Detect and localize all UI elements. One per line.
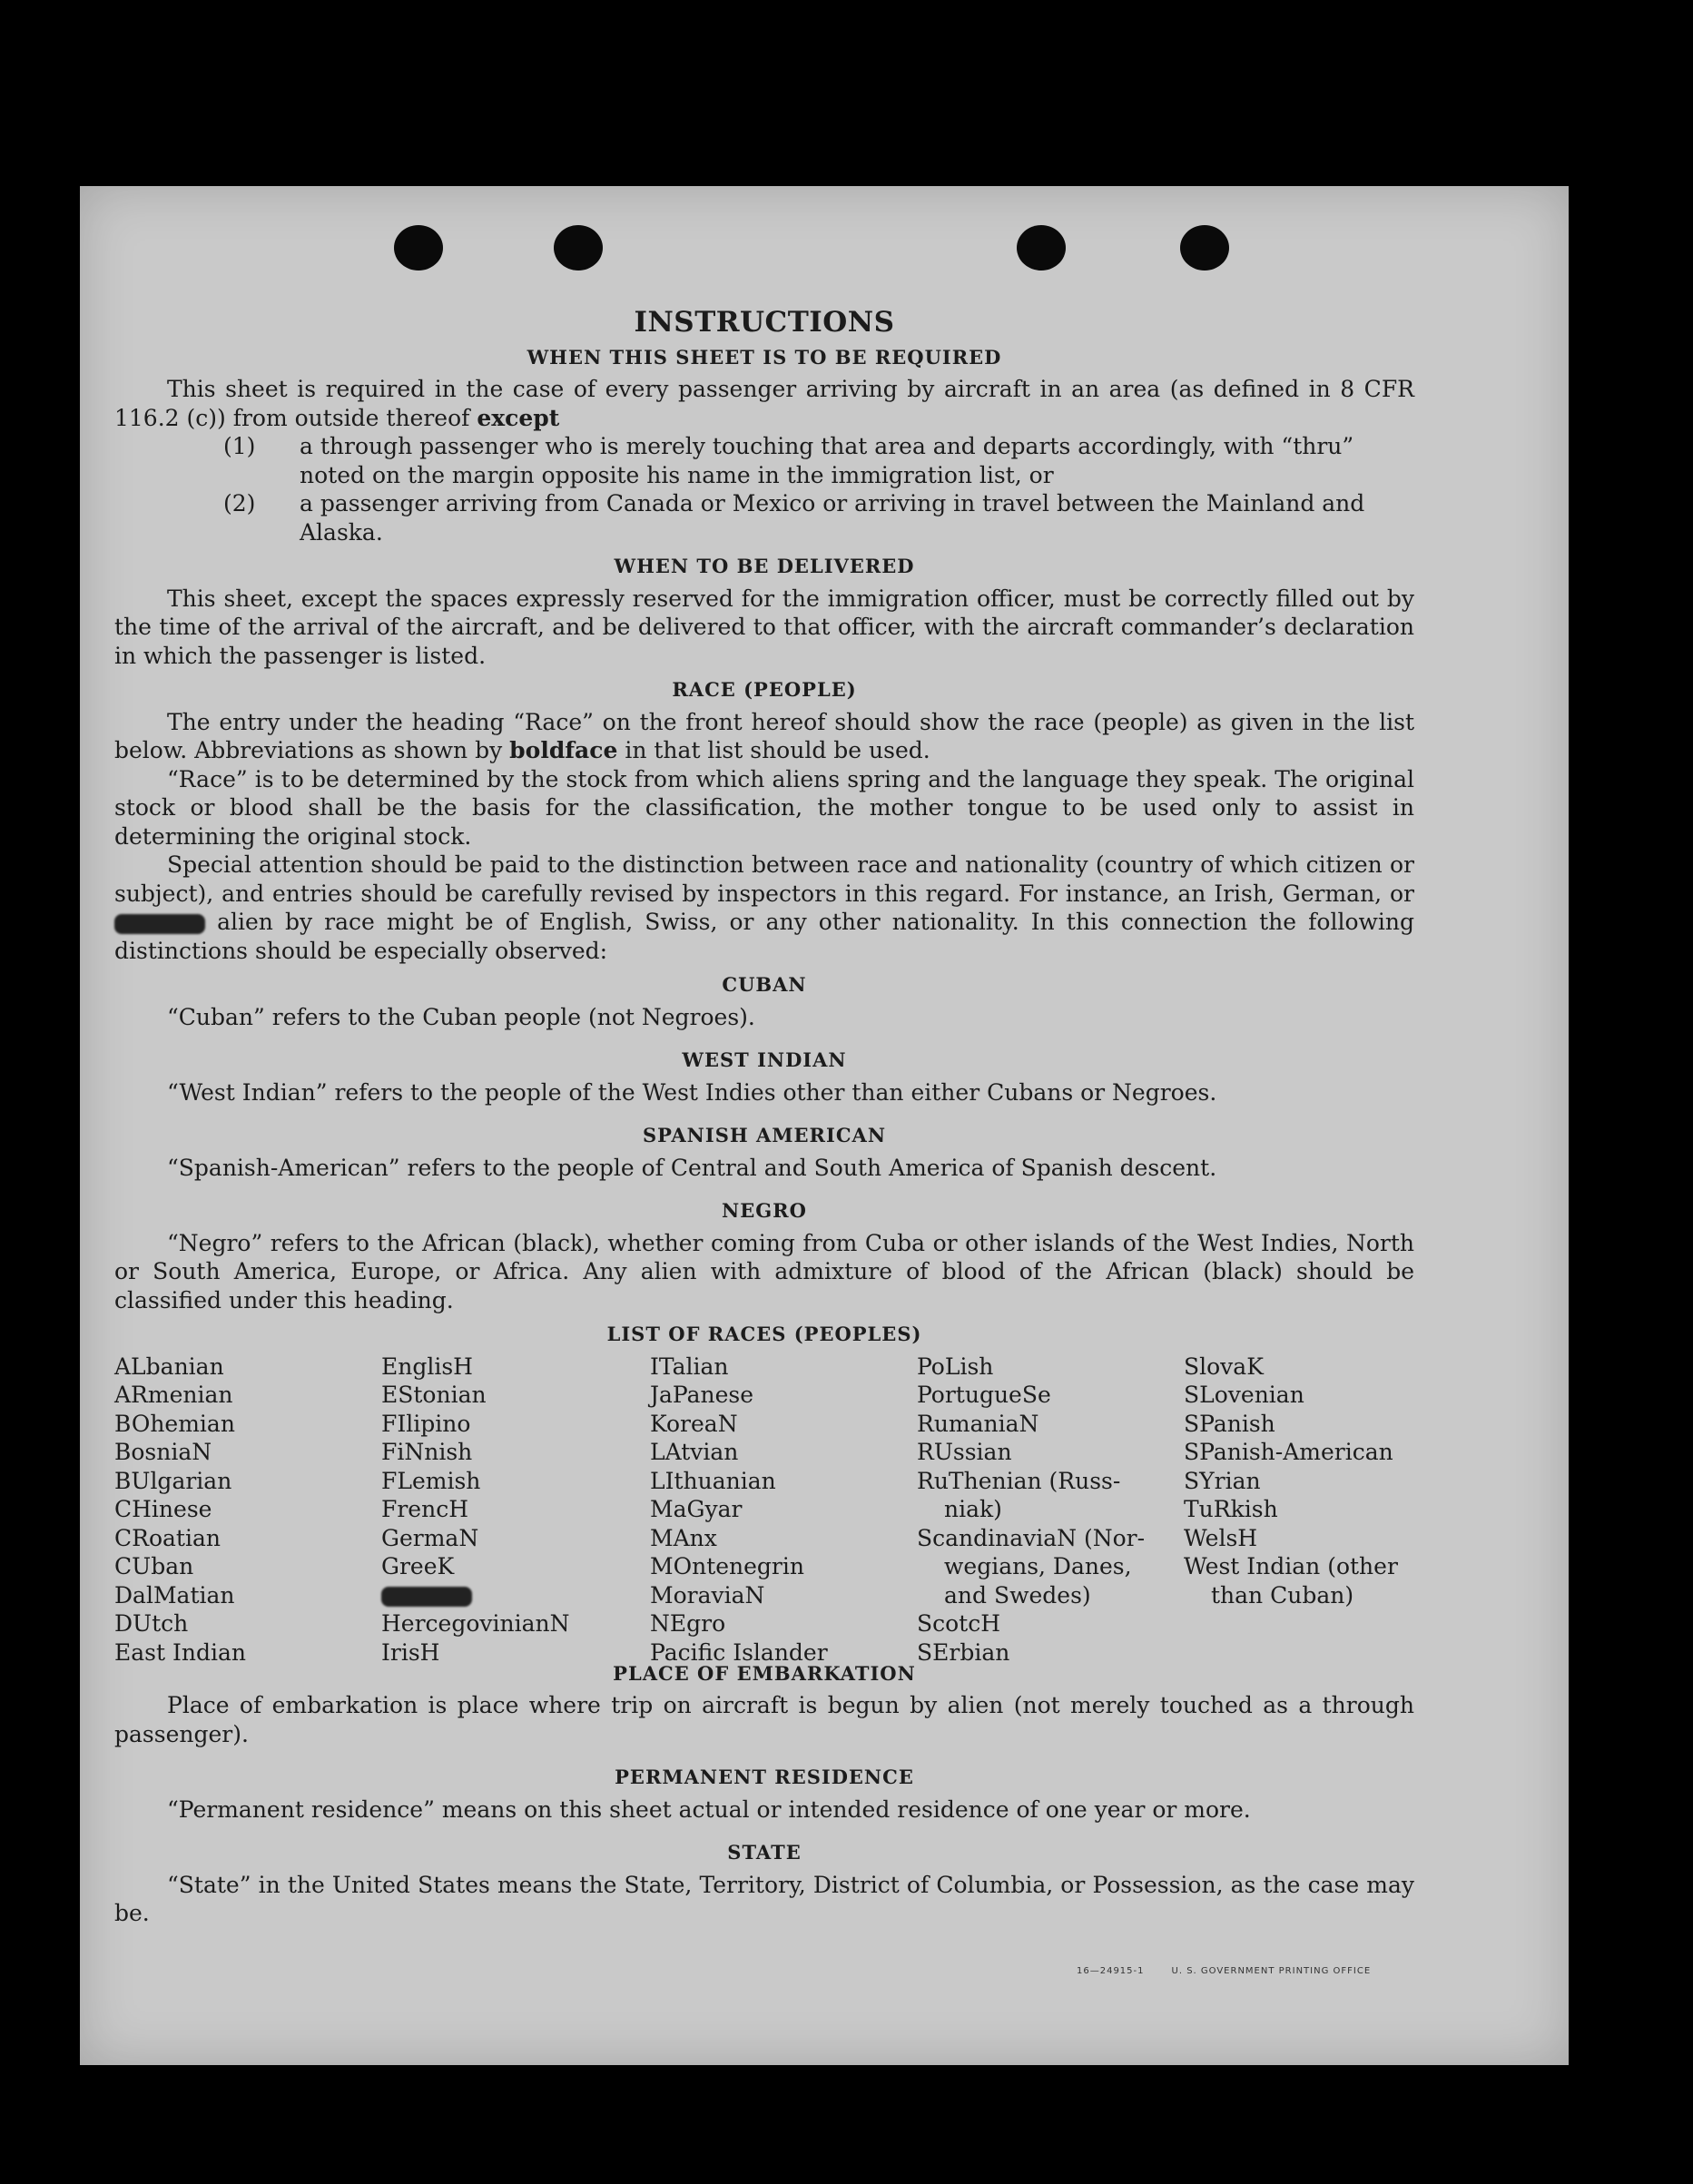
- instructions-body: [114, 306, 1414, 1928]
- race-item: BosniaN: [114, 1439, 212, 1465]
- print-footer: [1077, 1966, 1371, 1976]
- heading-embarkation: PLACE OF EMBARKATION: [613, 1661, 916, 1685]
- race-item: ITalian: [650, 1353, 729, 1380]
- race-item: KoreaN: [650, 1410, 738, 1437]
- race-item: RuThenian (Russ-: [917, 1467, 1121, 1494]
- paragraph-when-delivered: This sheet, except the spaces expressly reserved for the immigration officer, must be correctly filled out by the time of the arrival of the aircraft, and be delivered to that officer, with the aircraft commander’s declaration in which the passenger is listed.: [114, 585, 1414, 669]
- heading-cuban: CUBAN: [722, 973, 807, 996]
- paragraph-state: “State” in the United States means the State, Territory, District of Columbia, or Possession, as the case may be.: [114, 1871, 1414, 1926]
- race-item: ALbanian: [114, 1353, 224, 1380]
- punch-hole: [554, 225, 603, 271]
- page-title: INSTRUCTIONS: [634, 306, 895, 339]
- race-item: CUban: [114, 1553, 194, 1579]
- paragraph-permanent-residence: “Permanent residence” means on this sheet actual or intended residence of one year or more.: [167, 1795, 1251, 1823]
- race-item: LAtvian: [650, 1439, 739, 1465]
- race-item: SlovaK: [1184, 1353, 1264, 1380]
- race-item: FiNnish: [381, 1439, 473, 1465]
- paragraph-negro: “Negro” refers to the African (black), whether coming from Cuba or other islands of the West Indies, North or South America, Europe, or Africa. Any alien with admixture of blood of the African (black) should be classified under this heading.: [114, 1229, 1414, 1313]
- races-column-1: [114, 1353, 246, 1668]
- race-item: niak): [944, 1496, 1002, 1522]
- race-item: MOntenegrin: [650, 1553, 804, 1579]
- race-item: FIlipino: [381, 1410, 471, 1437]
- heading-permanent-residence: PERMANENT RESIDENCE: [615, 1766, 914, 1788]
- heading-spanish-american: SPANISH AMERICAN: [642, 1124, 887, 1146]
- race-item: BUlgarian: [114, 1467, 232, 1494]
- race-item: ScotcH: [917, 1610, 1001, 1637]
- race-item: SPanish-American: [1184, 1439, 1393, 1465]
- race-item: wegians, Danes,: [944, 1553, 1132, 1579]
- paragraph-embarkation: Place of embarkation is place where trip on aircraft is begun by alien (not merely touched as a through passenger).: [114, 1692, 1414, 1747]
- redaction-mark: [114, 914, 205, 934]
- list-item: (2) a passenger arriving from Canada or Mexico or arriving in travel between the Mainland and Alaska.: [223, 490, 1365, 546]
- race-item: West Indian (other: [1184, 1553, 1398, 1579]
- race-item: EnglisH: [381, 1353, 473, 1380]
- race-item: ARmenian: [114, 1382, 233, 1408]
- heading-race: RACE (PEOPLE): [672, 678, 857, 701]
- paragraph-race-2: “Race” is to be determined by the stock from which aliens spring and the language they speak. The original stock or blood shall be the basis for the classification, the mother tongue to be used only to assist in determining the original stock.: [114, 765, 1414, 850]
- paragraph-when-required: This sheet is required in the case of every passenger arriving by aircraft in an area (as defined in 8 CFR 116.2 (c)) from outside thereof except: [114, 376, 1414, 431]
- race-item: GreeK: [381, 1553, 455, 1579]
- races-column-3: [650, 1353, 828, 1668]
- paragraph-west-indian: “West Indian” refers to the people of the West Indies other than either Cubans or Negroes.: [167, 1078, 1217, 1106]
- punch-hole: [394, 225, 443, 271]
- race-item: NEgro: [650, 1610, 726, 1637]
- race-item-redacted: [381, 1581, 570, 1610]
- race-item: East Indian: [114, 1638, 246, 1666]
- form-code: 16—24915-1: [1077, 1966, 1145, 1976]
- race-item: MAnx: [650, 1524, 717, 1551]
- races-column-2: [381, 1353, 570, 1668]
- race-item: SErbian: [917, 1638, 1010, 1666]
- paragraph-race-1: The entry under the heading “Race” on the front hereof should show the race (people) as given in the list below. Abbreviations as shown by boldface in that list should be used.: [114, 708, 1414, 763]
- race-item: SLovenian: [1184, 1382, 1304, 1408]
- race-item: GermaN: [381, 1524, 479, 1551]
- list-item: (1) a through passenger who is merely touching that area and departs accordingly, with “thru” noted on the margin opposite his name in the immigration list, or: [223, 433, 1354, 488]
- paragraph-race-3: Special attention should be paid to the distinction between race and nationality (country of which citizen or subject), and entries should be carefully revised by inspectors in this regard. For instance, an Irish, German, or alien by race might be of English, Swiss, or any other nationality. In this connection the following distinctions should be especially observed:: [114, 851, 1414, 964]
- race-item: and Swedes): [944, 1581, 1091, 1608]
- race-item: IrisH: [381, 1638, 440, 1666]
- race-item: EStonian: [381, 1382, 487, 1408]
- race-item: than Cuban): [1211, 1581, 1354, 1608]
- heading-state: STATE: [727, 1841, 802, 1864]
- punch-hole: [1017, 225, 1066, 271]
- race-item: FLemish: [381, 1467, 481, 1494]
- printer-imprint: U. S. GOVERNMENT PRINTING OFFICE: [1171, 1966, 1372, 1976]
- race-item: SPanish: [1184, 1410, 1275, 1437]
- race-item: ScandinaviaN (Nor-: [917, 1524, 1146, 1551]
- races-column-4: [917, 1353, 1145, 1668]
- race-item: TuRkish: [1184, 1496, 1278, 1522]
- heading-when-required: WHEN THIS SHEET IS TO BE REQUIRED: [527, 345, 1002, 369]
- heading-list-of-races: LIST OF RACES (PEOPLES): [606, 1323, 922, 1345]
- race-item: WelsH: [1184, 1524, 1258, 1551]
- heading-when-delivered: WHEN TO BE DELIVERED: [614, 555, 915, 577]
- races-column-5: [1184, 1353, 1398, 1610]
- race-item: CHinese: [114, 1496, 212, 1522]
- race-item: RumaniaN: [917, 1410, 1039, 1437]
- heading-negro: NEGRO: [722, 1199, 807, 1222]
- race-item: RUssian: [917, 1439, 1012, 1465]
- redaction-mark: [381, 1587, 472, 1607]
- race-item: MaGyar: [650, 1496, 743, 1522]
- race-item: LIthuanian: [650, 1467, 776, 1494]
- paragraph-spanish-american: “Spanish-American” refers to the people of Central and South America of Spanish descent.: [167, 1154, 1217, 1181]
- race-item: PoLish: [917, 1353, 994, 1380]
- race-item: SYrian: [1184, 1467, 1261, 1494]
- race-item: DalMatian: [114, 1581, 235, 1608]
- punch-hole: [1180, 225, 1229, 271]
- race-item: JaPanese: [650, 1382, 754, 1408]
- race-item: MoraviaN: [650, 1581, 765, 1608]
- races-list: [114, 1353, 1414, 1666]
- paragraph-cuban: “Cuban” refers to the Cuban people (not Negroes).: [167, 1003, 755, 1030]
- race-item: Pacific Islander: [650, 1638, 828, 1666]
- race-item: BOhemian: [114, 1410, 235, 1437]
- race-item: PortugueSe: [917, 1382, 1051, 1408]
- heading-west-indian: WEST INDIAN: [682, 1048, 847, 1071]
- race-item: DUtch: [114, 1610, 189, 1637]
- race-item: HercegovinianN: [381, 1610, 570, 1637]
- race-item: FrencH: [381, 1496, 468, 1522]
- race-item: CRoatian: [114, 1524, 221, 1551]
